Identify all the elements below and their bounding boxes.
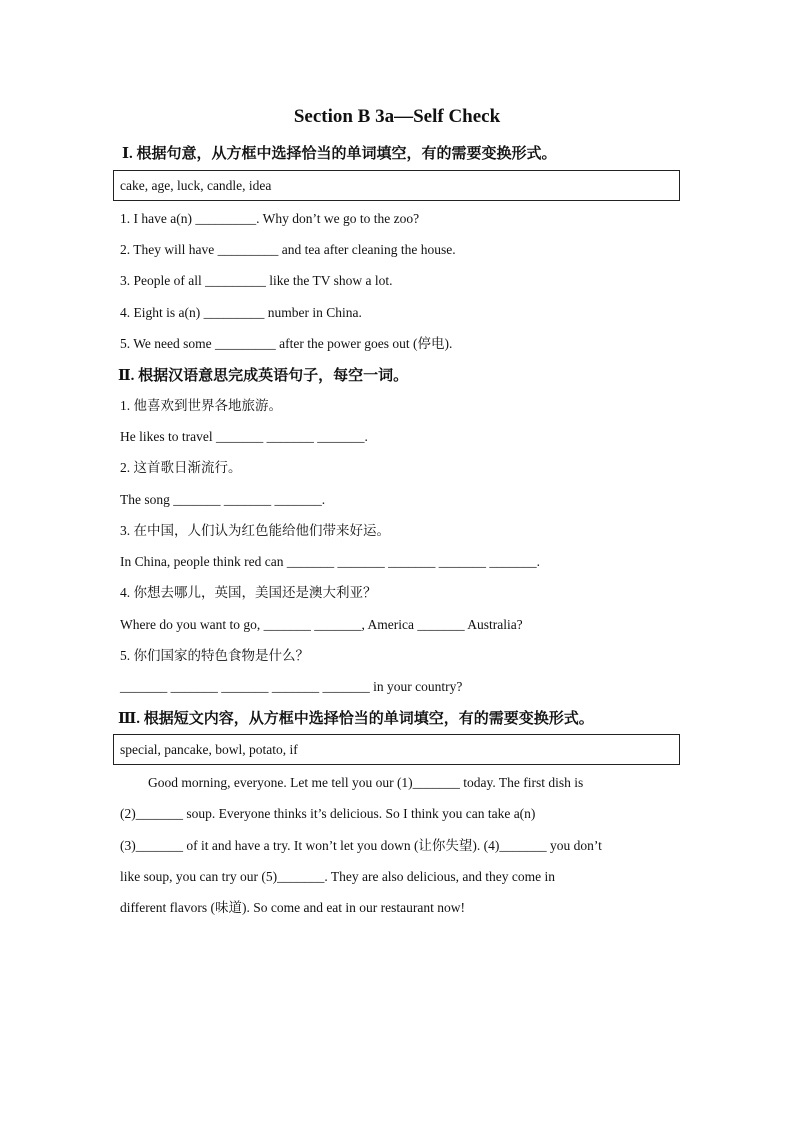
section-2-item-4-en: Where do you want to go, _______ _______, America _______ Australia?: [120, 617, 523, 632]
section-2-item-2-en: The song _______ _______ _______.: [120, 492, 326, 507]
section-1-heading: Ⅰ. 根据句意，从方框中选择恰当的单词填空，有的需要变换形式。: [122, 146, 557, 162]
section-2-item-4-cn: 4. 你想去哪儿，英国，美国还是澳大利亚？: [120, 585, 377, 600]
section-1-item-5: 5. We need some _________ after the power goes out (停电).: [120, 336, 453, 351]
section-1-item-3: 3. People of all _________ like the TV show a lot.: [120, 273, 393, 288]
passage-line-4: like soup, you can try our (5)_______. They are also delicious, and they come in: [120, 869, 556, 884]
section-3-word-box: special, pancake, bowl, potato, if: [113, 734, 680, 765]
section-2-item-3-cn: 3. 在中国，人们认为红色能给他们带来好运。: [120, 523, 390, 538]
section-2-item-5-cn: 5. 你们国家的特色食物是什么？: [120, 648, 309, 663]
section-2-item-2-cn: 2. 这首歌日渐流行。: [120, 460, 242, 475]
section-1-item-4: 4. Eight is a(n) _________ number in China.: [120, 305, 362, 320]
passage-line-2: (2)_______ soup. Everyone thinks it’s delicious. So I think you can take a(n): [120, 806, 536, 821]
passage-line-1: Good morning, everyone. Let me tell you our (1)_______ today. The first dish is: [148, 775, 584, 790]
section-1-item-2: 2. They will have _________ and tea after cleaning the house.: [120, 242, 456, 257]
passage-line-3: (3)_______ of it and have a try. It won’t let you down (让你失望). (4)_______ you don’t: [120, 838, 602, 853]
section-2-item-5-en: _______ _______ _______ _______ _______ in your country?: [120, 679, 463, 694]
section-1-word-box: cake, age, luck, candle, idea: [113, 170, 680, 201]
section-3-heading: Ⅲ. 根据短文内容，从方框中选择恰当的单词填空，有的需要变换形式。: [118, 711, 594, 727]
page-title: Section B 3a—Self Check: [293, 106, 501, 127]
section-2-heading: Ⅱ. 根据汉语意思完成英语句子，每空一词。: [118, 368, 409, 384]
section-2-item-1-cn: 1. 他喜欢到世界各地旅游。: [120, 398, 282, 413]
passage-line-5: different flavors (味道). So come and eat in our restaurant now!: [120, 900, 466, 915]
section-2-item-1-en: He likes to travel _______ _______ _______.: [120, 429, 368, 444]
section-1-item-1: 1. I have a(n) _________. Why don’t we go to the zoo?: [120, 211, 420, 226]
section-2-item-3-en: In China, people think red can _______ _______ _______ _______ _______.: [120, 554, 540, 569]
